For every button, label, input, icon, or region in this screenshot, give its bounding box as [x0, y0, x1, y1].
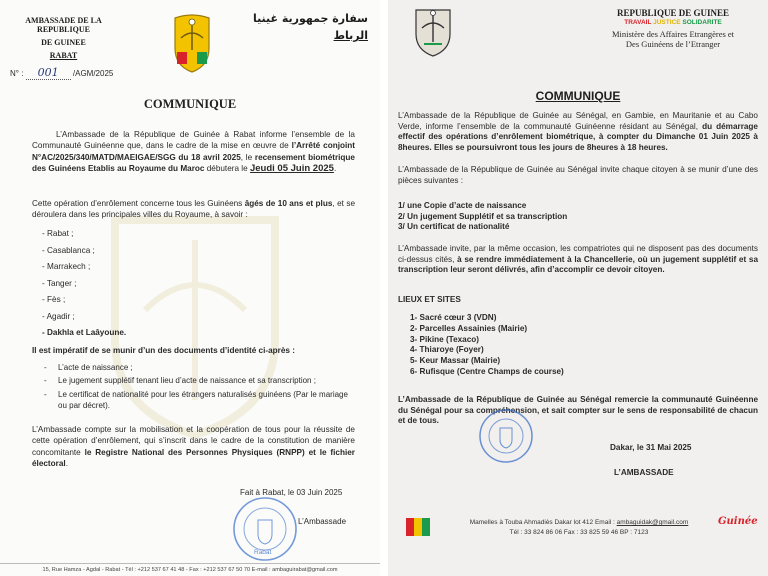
national-motto [588, 19, 758, 26]
list-item: 3- Pikine (Texaco) [410, 334, 480, 344]
footer-phone: Tél : 33 824 86 06 Fax : 33 825 59 46 BP : 7123 [509, 529, 649, 536]
list-item: - Casablanca ; [42, 243, 126, 260]
issue-date: Fait à Rabat, le 03 Juin 2025 [240, 488, 343, 497]
guinea-flag-icon [406, 518, 430, 536]
list-item: - L’acte de naissance ; [44, 362, 356, 373]
footer [388, 510, 768, 576]
motto-word: JUSTICE [653, 19, 681, 26]
text: , le [240, 152, 255, 162]
guinea-coat-of-arms [410, 4, 456, 58]
embassy-name-ar [248, 12, 368, 42]
intro-paragraph [398, 111, 758, 153]
issue-date: Dakar, le 31 Mai 2025 [610, 443, 692, 452]
census-label: recensement biométrique des Guinéens Etablis au Royaume du Maroc [32, 152, 355, 174]
list-item: - Le certificat de nationalité pour les étrangers naturalisés guinéens (Par le mariage ou par décret). [44, 389, 356, 412]
intro-paragraph [32, 129, 355, 175]
list-item: - Dakhla et Laâyoune. [42, 325, 126, 342]
age-criteria: âgés de 10 ans et plus [244, 199, 333, 208]
signature-block: L’Ambassade [298, 517, 347, 526]
text: L’Ambassade compte sur la mobilisation et la coopération de tous pour la réussite de cette opération d’enrôlement, qui s’inscrit dans le cadre de la constitution de manière concomitante [32, 425, 355, 457]
list-item: 2/ Un jugement Supplétif et sa transcription [398, 211, 568, 221]
text: L’Ambassade de la République de Guinée au Sénégal, en Gambie, en Mauritanie et au Cabo Verde, informe l’ensemble de la communauté Guinéenne résidant au Sénégal, [398, 111, 758, 131]
scope-paragraph [32, 198, 355, 221]
ministry-name [588, 29, 758, 49]
list-item: 2- Parcelles Assainies (Mairie) [410, 323, 528, 333]
ministry-line: Des Guinéens de l’Etranger [625, 39, 721, 49]
list-item: - Marrakech ; [42, 259, 126, 276]
brand-text: Guinée [718, 516, 758, 527]
list-item: 1- Sacré cœur 3 (VDN) [410, 313, 497, 322]
list-item: 5- Keur Massar (Mairie) [410, 356, 501, 366]
header-line: DE GUINEE [41, 38, 86, 47]
text: L’Ambassade de la République de Guinée à Rabat informe l’ensemble de la Communauté Guinéenne que, dans le cadre de la mise en œuvre de [32, 130, 355, 151]
documents-list [398, 201, 567, 233]
chancellery-instruction: à se rendre immédiatement à la Chancellerie, où un jugement supplétif et sa transcription leur seront délivrés, afin d’accomplir ce devoir citoyen. [398, 254, 758, 275]
arrete-ref: l’Arrêté conjoint N°AC/2025/340/MATD/MAEIGAE/SGG du 18 avril 2025 [32, 141, 355, 162]
republic-header [588, 8, 758, 49]
title-wrap [388, 87, 768, 105]
list-item: - Le jugement supplétif tenant lieu d’acte de naissance et sa transcription ; [44, 375, 356, 386]
guinea-emblem [167, 12, 217, 74]
sites-heading: LIEUX ET SITES [398, 295, 461, 304]
documents-heading: Il est impératif de se munir d’un des documents d’identité ci-après : [32, 346, 295, 355]
cities-list [42, 226, 126, 342]
text: . [333, 164, 337, 174]
text: . [65, 459, 68, 469]
text: , et se déroulera dans les principales villes du Royaume, à savoir : [32, 199, 355, 220]
start-announcement: du démarrage effectif des opérations d’enrôlement biométrique, à compter du Dimanche 01 Juin 2025 à 8heures. Elles se poursuivront tous les jours de 8heures à 18 heures. [398, 121, 758, 152]
republic-name: REPUBLIQUE DE GUINEE [616, 8, 730, 18]
header-arabic-city: الرباط [333, 29, 368, 42]
ministry-line: Ministère des Affaires Etrangères et [611, 29, 735, 39]
list-item: - Agadir ; [42, 309, 126, 326]
embassy-stamp [478, 408, 534, 464]
split-divider [380, 0, 388, 576]
list-item: 4- Thiaroye (Foyer) [410, 345, 484, 355]
ref-suffix: /AGM/2025 [72, 69, 114, 78]
signature-block: L’AMBASSADE [614, 468, 674, 477]
page-title: COMMUNIQUE [535, 89, 621, 103]
sites-list [410, 313, 564, 378]
list-item: - Tanger ; [42, 276, 126, 293]
documents-list [44, 362, 356, 414]
list-item: - Fès ; [42, 292, 126, 309]
stamp-label: Rabat [254, 549, 272, 556]
page-title: COMMUNIQUE [143, 97, 237, 111]
list-item: 1/ une Copie d’acte de naissance [398, 201, 527, 210]
start-date: Jeudi 05 Juin 2025 [249, 163, 334, 175]
text: L’Ambassade invite, par la même occasion, les compatriotes qui ne disposent pas des documents ci-dessus cités, [398, 244, 758, 264]
footer-contact [450, 518, 708, 538]
dakar-communique [388, 0, 768, 576]
chancellery-paragraph [398, 244, 758, 276]
rabat-communique [0, 0, 380, 576]
footer-address: 15, Rue Hamza - Agdal - Rabat - Tél : +212 537 67 41 48 - Fax : +212 537 67 50 70 E-mail : ambaguirabat@gmail.com [0, 563, 380, 573]
registry-name: le Registre National des Personnes Physiques (RNPP) et le fichier électoral [32, 447, 355, 469]
footer-email[interactable]: ambaguidak@gmail.com [616, 519, 689, 526]
text: Cette opération d’enrôlement concerne tous les Guinéens [32, 199, 245, 208]
motto-word: TRAVAIL [624, 19, 652, 26]
reference-number [10, 66, 113, 79]
ref-handwritten: 001 [26, 66, 71, 80]
header-city: RABAT [49, 51, 78, 60]
header-line: AMBASSADE DE LA REPUBLIQUE [25, 16, 102, 34]
motto-word: SOLIDARITE [682, 19, 722, 26]
text: débutera le [204, 164, 250, 174]
footer-address-text: Mamelles à Touba Ahmadiès Dakar lot 412 Email : [469, 519, 617, 526]
list-item: - Rabat ; [42, 226, 126, 243]
embassy-stamp [232, 496, 298, 562]
ref-prefix: N° : [10, 69, 24, 78]
closing-paragraph [32, 424, 355, 470]
header-arabic-line: سفارة جمهورية غينيا [252, 12, 368, 25]
guinee-brand-logo [718, 516, 758, 527]
list-item: 3/ Un certificat de nationalité [398, 222, 510, 232]
thanks-paragraph: L’Ambassade de la République de Guinée au Sénégal remercie la communauté Guinéenne du Sénégal pour sa compréhension, et sait compter sur le sens de responsabilité de chacun et de tous. [398, 395, 758, 426]
footer-address [450, 518, 708, 528]
list-item: 6- Rufisque (Centre Champs de course) [410, 366, 564, 376]
embassy-name-fr [6, 16, 121, 60]
documents-intro: L’Ambassade de la République de Guinée au Sénégal invite chaque citoyen à se munir d’une des pièces suivantes : [398, 165, 758, 185]
